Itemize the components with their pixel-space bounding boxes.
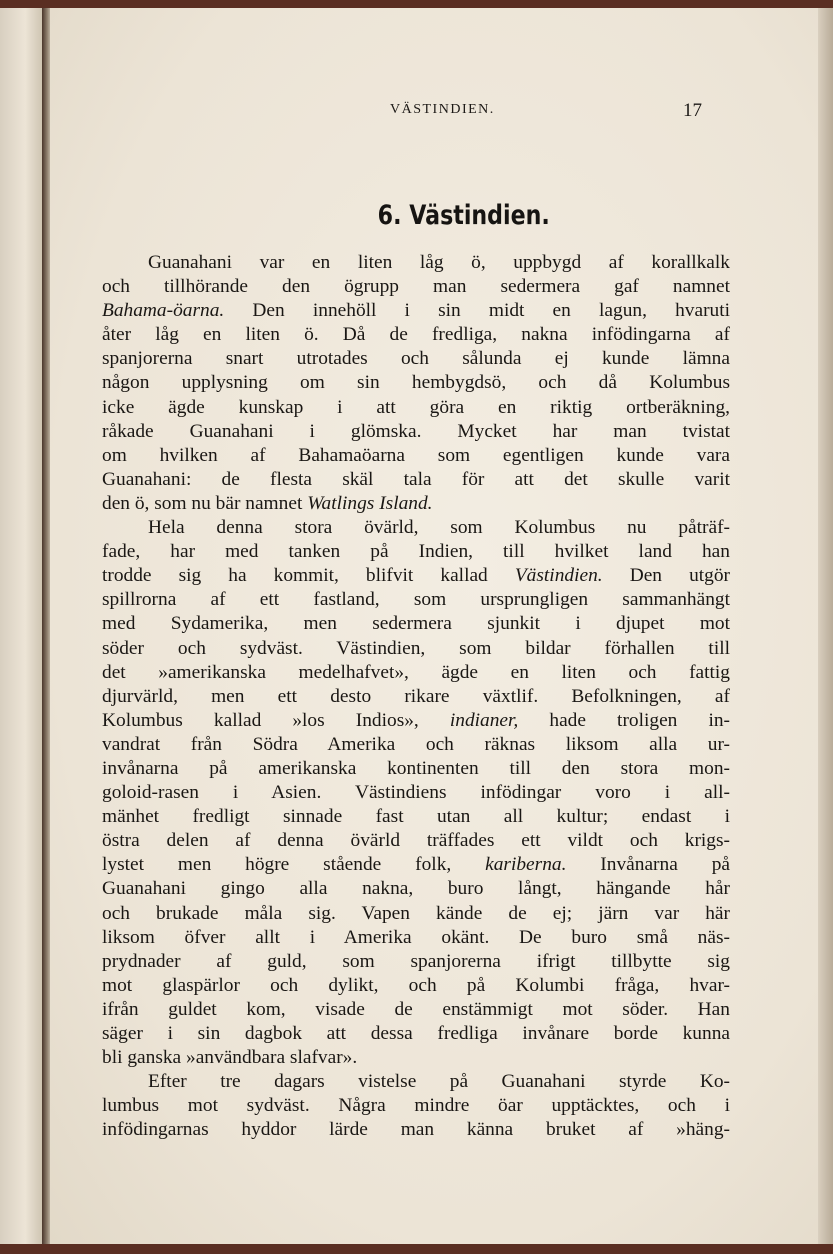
running-head: VÄSTINDIEN. [390, 102, 495, 117]
text-line: bli ganska »användbara slafvar». [102, 1047, 358, 1069]
text-segment: Den innehöll i sin midt en lagun, hvaruti [224, 300, 730, 322]
text-line: prydnader af guld, som spanjorerna ifrigt tillbytte sig [102, 950, 730, 972]
right-page-edge [818, 8, 833, 1244]
text-segment: indianer, [449, 709, 519, 731]
text-line [102, 564, 730, 588]
text-segment: den ö, som nu bär namnet [102, 492, 308, 514]
text-segment: trodde sig ha kommit, blifvit kallad [102, 565, 515, 587]
text-line: östra delen af denna övärld träffades ett vildt och krigs- [102, 830, 730, 852]
text-line: och tillhörande den ögrupp man sedermera gaf namnet [102, 276, 730, 298]
left-page-edge [0, 8, 44, 1244]
text-line: spanjorerna snart utrotades och sålunda ej kunde lämna [102, 348, 730, 370]
text-line: spillrorna af ett fastland, som ursprungligen sammanhängt [102, 589, 730, 611]
text-line: om hvilken af Bahamaöarna som egentligen kunde vara [102, 444, 730, 466]
text-line: Guanahani gingo alla nakna, buro långt, hängande hår [102, 878, 730, 900]
text-line: det »amerikanska medelhafvet», ägde en liten och fattig [102, 661, 730, 683]
text-line: ifrån guldet kom, visade de enstämmigt mot söder. Han [102, 998, 730, 1020]
text-segment: Efter tre dagars vistelse på Guanahani styrde Ko- [148, 1071, 730, 1093]
text-line [102, 709, 730, 733]
text-segment: lystet men högre stående folk, [102, 854, 486, 876]
text-segment: hade troligen in- [518, 709, 730, 731]
text-line: goloid-rasen i Asien. Västindiens infödingar voro i all- [102, 782, 730, 804]
chapter-title: 6. Västindien. [377, 200, 550, 231]
text-segment: Den utgör [602, 565, 730, 587]
text-line: råkade Guanahani i glömska. Mycket har man tvistat [102, 420, 730, 442]
text-segment: Watlings Island. [307, 492, 433, 514]
text-line: djurvärld, men ett desto rikare växtlif. Befolkningen, af [102, 685, 730, 707]
text-line: mänhet fredligt sinnade fast utan all kultur; endast i [102, 806, 730, 828]
text-line: fade, har med tanken på Indien, till hvilket land han [102, 541, 730, 563]
text-segment: Hela denna stora övärld, som Kolumbus nu påträf- [148, 517, 730, 539]
text-line: mot glaspärlor och dylikt, och på Kolumbi fråga, hvar- [102, 974, 730, 996]
body-text [102, 251, 730, 1142]
text-line: åter låg en liten ö. Då de fredliga, nakna infödingarna af [102, 324, 730, 346]
text-line: vandrat från Södra Amerika och räknas liksom alla ur- [102, 733, 730, 755]
text-line: icke ägde kunskap i att göra en riktig ortberäkning, [102, 396, 730, 418]
book-page [50, 8, 826, 1244]
text-line [102, 251, 730, 275]
text-line: söder och sydväst. Västindien, som bildar förhallen till [102, 637, 730, 659]
text-line: säger i sin dagbok att dessa fredliga invånare borde kunna [102, 1023, 730, 1044]
text-line: Guanahani: de flesta skäl tala för att det skulle varit [102, 468, 730, 490]
text-line: någon upplysning om sin hembygdsö, och då Kolumbus [102, 372, 730, 394]
text-line: infödingarnas hyddor lärde man känna bruket af »häng- [102, 1119, 730, 1141]
text-segment: kariberna. [485, 854, 567, 876]
text-line: invånarna på amerikanska kontinenten till den stora mon- [102, 757, 730, 779]
page-number: 17 [683, 100, 702, 121]
text-line [102, 853, 730, 877]
text-line [102, 1070, 730, 1094]
text-segment: Guanahani var en liten låg ö, uppbygd af korallkalk [148, 252, 730, 273]
text-segment: Invånarna på [566, 854, 730, 876]
text-line [102, 516, 730, 540]
text-line: lumbus mot sydväst. Några mindre öar upptäcktes, och i [102, 1095, 730, 1117]
text-line: och brukade måla sig. Vapen kände de ej; järn var här [102, 902, 730, 924]
text-segment: Bahama-öarna. [102, 300, 225, 322]
text-line: med Sydamerika, men sedermera sjunkit i djupet mot [102, 613, 730, 635]
text-line [102, 492, 730, 516]
text-segment: Västindien. [514, 565, 603, 587]
text-line: liksom öfver allt i Amerika okänt. De buro små näs- [102, 926, 730, 948]
text-line [102, 299, 730, 323]
text-segment: Kolumbus kallad »los Indios», [102, 709, 450, 731]
